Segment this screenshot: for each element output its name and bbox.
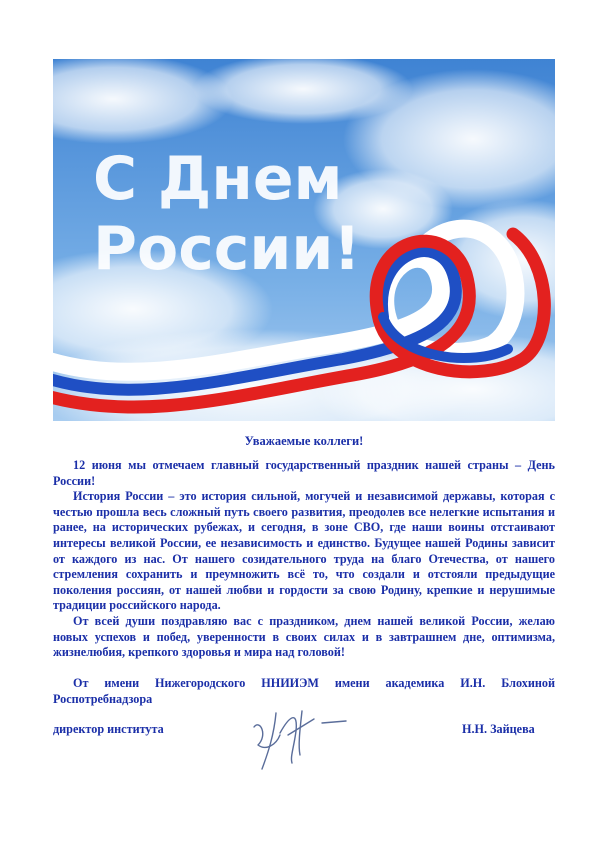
signer-title: директор института bbox=[53, 722, 164, 736]
letter-greeting: Уважаемые коллеги! bbox=[244, 434, 364, 448]
letter-paragraph-1: 12 июня мы отмечаем главный государственный праздник нашей страны – День России! bbox=[53, 458, 555, 488]
letter-paragraph-3: От всей души поздравляю вас с праздником, днем нашей великой России, желаю новых успехов и побед, уверенности в своих силах и в завтрашнем дне, оптимизма, жизнелюбия, крепкого здоровья и мира над головой! bbox=[53, 613, 555, 660]
banner-line1: С Днем bbox=[93, 144, 343, 214]
banner-line2: России! bbox=[93, 214, 361, 284]
letter-from: От имени Нижегородского ННИИЭМ имени академика И.Н. Блохиной Роспотребнадзора bbox=[53, 676, 555, 706]
letter-body bbox=[53, 458, 555, 661]
letter-paragraph-2: История России – это история сильной, могучей и независимой державы, которая с честью прошла весь сложный путь своего развития, преодолев все нелегкие испытания и ранее, на исторических рубежах, и сегодня, в зоне СВО, где наши воины отстаивают интересы великой России, ее независимость и единство. Будущее нашей Родины зависит от каждого из нас. От нашего созидательного труда на благо Отечества, от нашего стремления сохранить и преумножить всё то, что создали и отстояли предыдущие поколения россиян, от нашей любви и гордости за свою Родину, крепкие и нерушимые традиции российского народа. bbox=[53, 489, 555, 613]
holiday-banner bbox=[53, 59, 555, 421]
banner-image bbox=[53, 59, 555, 421]
signature-image bbox=[246, 705, 350, 775]
signer-name: Н.Н. Зайцева bbox=[462, 722, 535, 736]
